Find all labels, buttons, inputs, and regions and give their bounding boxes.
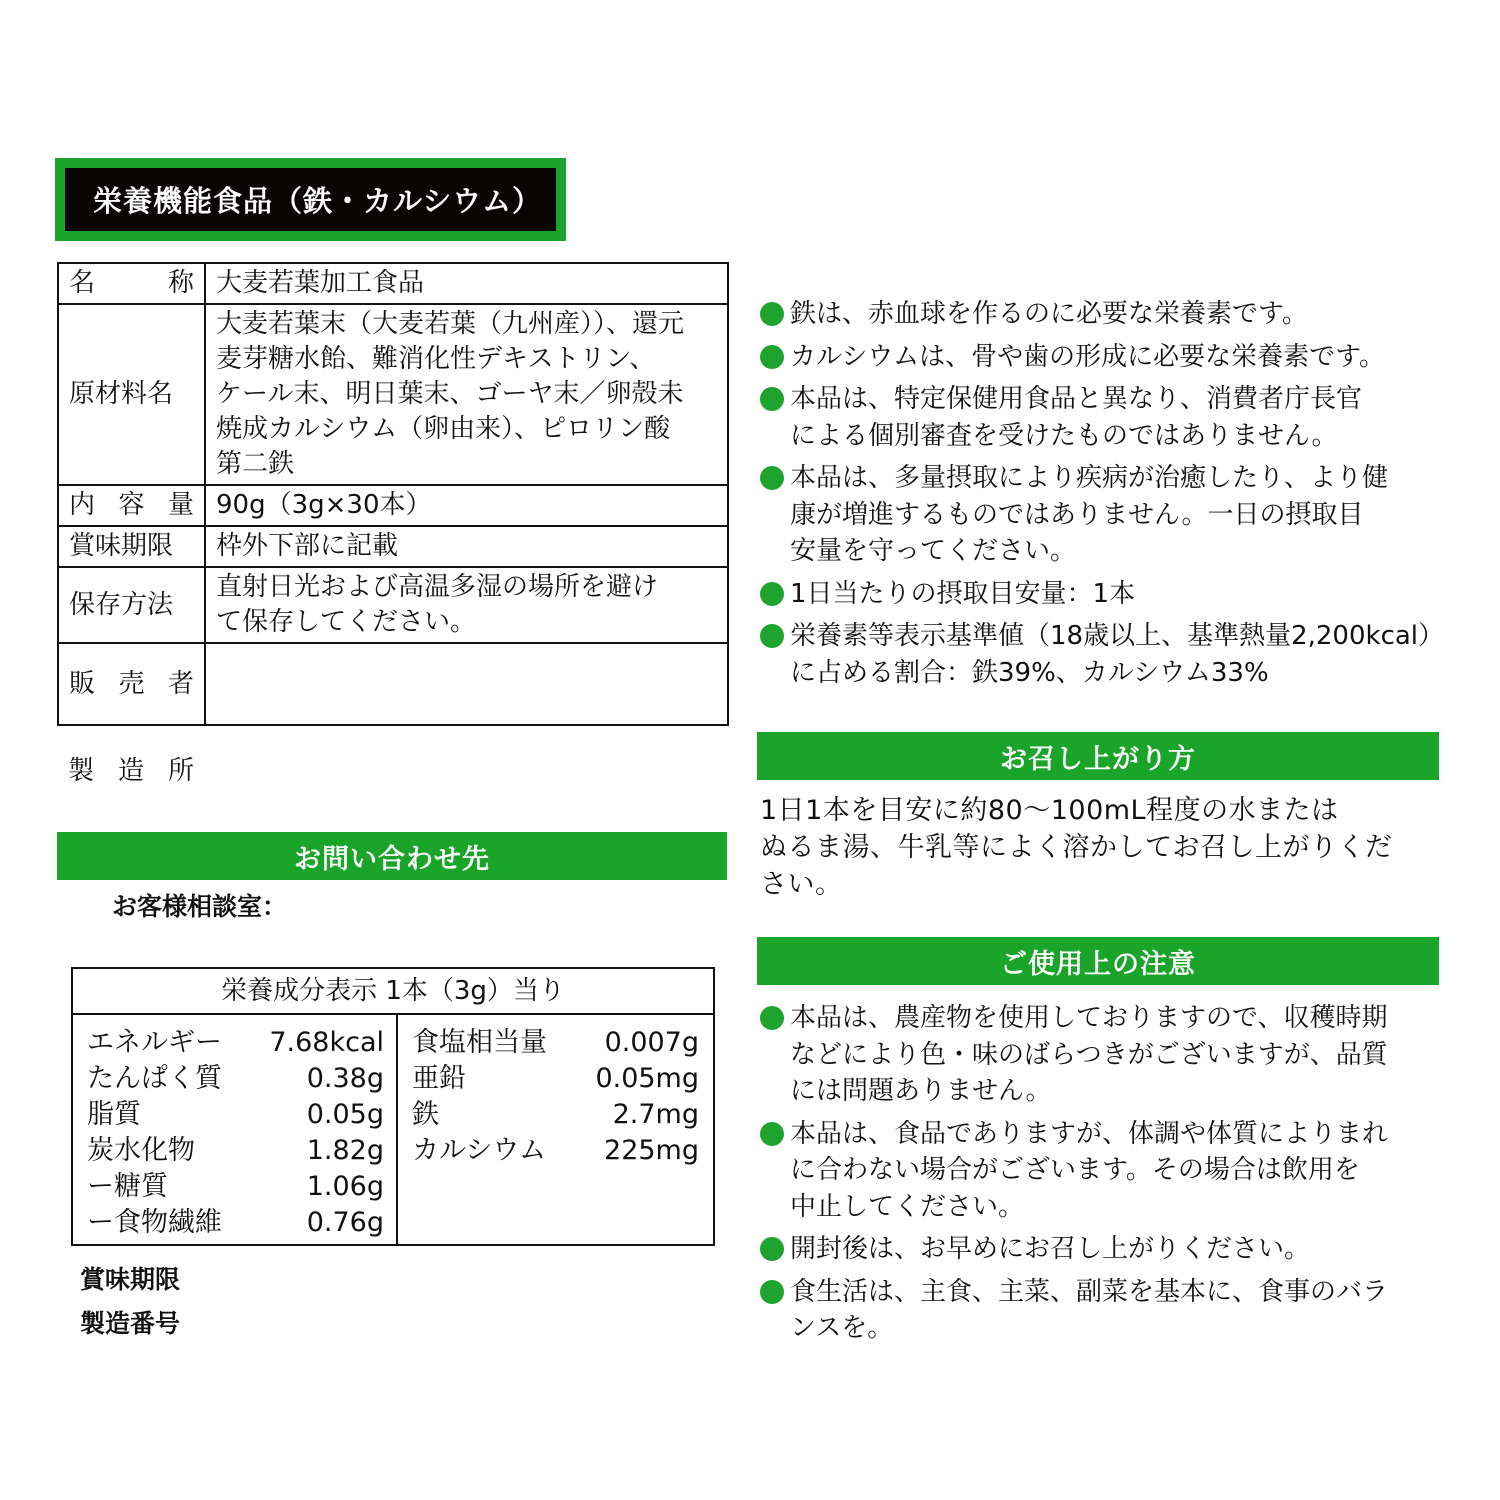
spec-row [58,567,728,643]
nutrient-row [87,1169,384,1205]
label-char: 称 [167,268,194,298]
text-line: 鉄は、赤血球を作るのに必要な栄養素です。 [790,299,1308,329]
customer-service-label: お客様相談室： [112,892,288,921]
text-line: 90g（3g×30本） [216,490,432,520]
nutrient-value: 0.76g [306,1207,384,1238]
bullet-item [760,296,1445,333]
text-line: に合わない場合がございます。その場合は飲用を [790,1155,1360,1185]
spec-label-text [69,488,194,523]
bullet-item [760,381,1445,454]
nutrient-value: 1.06g [306,1171,384,1202]
label-char: 内 [69,490,96,520]
spec-value [205,304,728,485]
label-char: 量 [167,490,194,520]
text-line: ケール末、明日葉末、ゴーヤ末／卵殻未 [216,379,684,409]
spec-value [205,643,728,725]
text-line: 1日当たりの摂取目安量：1本 [790,578,1136,609]
nutrient-row [412,1061,699,1097]
label-char: 賞味期限 [69,531,174,561]
text-line: て保存してください。 [216,607,477,637]
nutrient-name: 亜鉛 [412,1063,466,1094]
nutrition-left-column [73,1015,398,1244]
title-badge [55,158,566,241]
spec-label [58,263,205,304]
nutrient-name: たんぱく質 [87,1063,222,1094]
nutrient-row [412,1097,699,1133]
text-line: 1日1本を目安に約80〜100mL程度の水または [760,795,1339,826]
info-bullet-list [760,296,1445,697]
bullet-item [760,1116,1445,1226]
label-char: 売 [118,668,145,699]
text-line: 康が増進するものではありません。一日の摂取目 [790,499,1364,530]
text-line: などにより色・味のばらつきがございますが、品質 [790,1039,1388,1070]
nutrient-name: エネルギー [87,1027,222,1058]
bullet-item [760,1274,1445,1347]
nutrient-value: 0.05g [306,1099,384,1130]
green-dot-icon [760,387,784,411]
spec-label-text [69,588,194,623]
label-char: 所 [167,756,194,786]
bullet-item [760,339,1445,376]
green-dot-icon [760,466,784,490]
label-char: 保存方法 [69,589,174,620]
text-line: 本品は、特定保健用食品と異なり、消費者庁長官 [790,384,1363,414]
product-spec-table [57,262,729,726]
lot-labels [80,1258,180,1346]
nutrient-value: 0.05mg [595,1063,699,1094]
green-dot-icon [760,1122,784,1146]
nutrient-value: 0.007g [604,1027,699,1058]
nutrition-header: 栄養成分表示 1本（3g）当り [73,969,713,1015]
label-char: 者 [167,668,194,699]
nutrient-name: ー糖質 [87,1171,168,1202]
green-dot-icon [760,582,784,606]
label-char: 製 [68,756,95,786]
green-dot-icon [760,302,784,326]
nutrient-name: カルシウム [412,1135,547,1166]
text-line: 本品は、多量摂取により疾病が治癒したり、より健 [790,463,1389,493]
best-before-label: 賞味期限 [80,1265,181,1294]
spec-row [58,263,728,304]
text-line: 直射日光および高温多湿の場所を避け [216,572,659,602]
nutrient-value: 0.38g [306,1063,384,1094]
text-line: 第二鉄 [216,449,295,479]
bullet-item [760,618,1445,691]
spec-value [205,526,728,567]
spec-label-text [69,377,194,412]
spec-row [58,485,728,526]
bullet-item [760,1000,1445,1110]
text-line: ンスを。 [790,1313,894,1343]
text-line: 開封後は、お早めにお召し上がりください。 [790,1234,1311,1264]
text-line: カルシウムは、骨や歯の形成に必要な栄養素です。 [790,341,1386,372]
bullet-item [760,576,1445,613]
label-char: 販 [69,668,96,699]
spec-label [58,304,205,485]
label-char: 名 [69,268,96,298]
green-dot-icon [760,1237,784,1261]
nutrient-name: 食塩相当量 [412,1027,547,1058]
green-dot-icon [760,624,784,648]
spec-value [205,567,728,643]
nutrition-right-column [398,1015,713,1244]
nutrient-value: 1.82g [306,1135,384,1166]
text-line: 枠外下部に記載 [216,531,399,561]
text-line: ぬるま湯、牛乳等によく溶かしてお召し上がりくだ [760,832,1393,863]
howto-header: お召し上がり方 [757,732,1439,780]
lot-number-label: 製造番号 [80,1309,181,1338]
text-line: 食生活は、主食、主菜、副菜を基本に、食事のバラ [790,1276,1389,1307]
green-dot-icon [760,1006,784,1030]
nutrient-value: 225mg [604,1135,699,1166]
howto-text [760,792,1445,903]
text-line: さい。 [760,869,843,900]
manufacturer-label [68,750,194,787]
text-line: 大麦若葉末（大麦若葉（九州産））、還元 [216,309,685,339]
nutrient-name: 鉄 [412,1099,439,1130]
spec-value [205,485,728,526]
spec-label [58,643,205,725]
text-line: 大麦若葉加工食品 [216,268,425,298]
nutrient-name: 脂質 [87,1099,141,1130]
nutrient-row [87,1061,384,1097]
text-line: 栄養素等表示基準値（18歳以上、基準熱量2,200kcal） [790,621,1445,651]
spec-label-text [69,529,194,564]
text-line: 本品は、食品でありますが、体調や体質によりまれ [790,1118,1389,1149]
nutrient-row [412,1133,699,1169]
spec-label [58,567,205,643]
text-line: による個別審査を受けたものではありません。 [790,420,1338,451]
spec-label [58,485,205,526]
nutrient-name: 炭水化物 [87,1135,195,1166]
nutrient-row [87,1133,384,1169]
text-line: 本品は、農産物を使用しておりますので、収穫時期 [790,1003,1388,1033]
spec-label-text [69,266,194,301]
nutrient-value: 2.7mg [612,1099,699,1130]
contact-header: お問い合わせ先 [57,832,727,880]
spec-label [58,526,205,567]
title-badge-text: 栄養機能食品（鉄・カルシウム） [65,168,556,231]
caution-header: ご使用上の注意 [757,937,1439,985]
nutrition-facts-table [71,967,715,1246]
green-dot-icon [760,1280,784,1304]
bullet-item [760,460,1445,570]
nutrient-name: ー食物繊維 [87,1207,222,1238]
label-char: 原材料名 [69,379,174,409]
nutrient-row [87,1025,384,1061]
bullet-item [760,1231,1445,1268]
nutrient-row [412,1025,699,1061]
text-line: 麦芽糖水飴、難消化性デキストリン、 [216,344,656,374]
spec-value [205,263,728,304]
green-dot-icon [760,345,784,369]
nutrient-value: 7.68kcal [269,1027,384,1058]
label-char: 容 [118,490,145,520]
label-char: 造 [117,756,144,786]
text-line: 焼成カルシウム（卵由来）、ピロリン酸 [216,414,671,444]
text-line: 安量を守ってください。 [790,536,1077,566]
spec-row [58,304,728,485]
text-line: 中止してください。 [790,1191,1025,1222]
caution-bullet-list [760,1000,1445,1353]
text-line: には問題ありません。 [790,1076,1052,1106]
spec-label-text [69,667,194,702]
text-line: に占める割合：鉄39%、カルシウム33% [790,657,1269,688]
spec-row [58,526,728,567]
nutrient-row [87,1097,384,1133]
nutrient-row [87,1205,384,1241]
spec-row [58,643,728,725]
